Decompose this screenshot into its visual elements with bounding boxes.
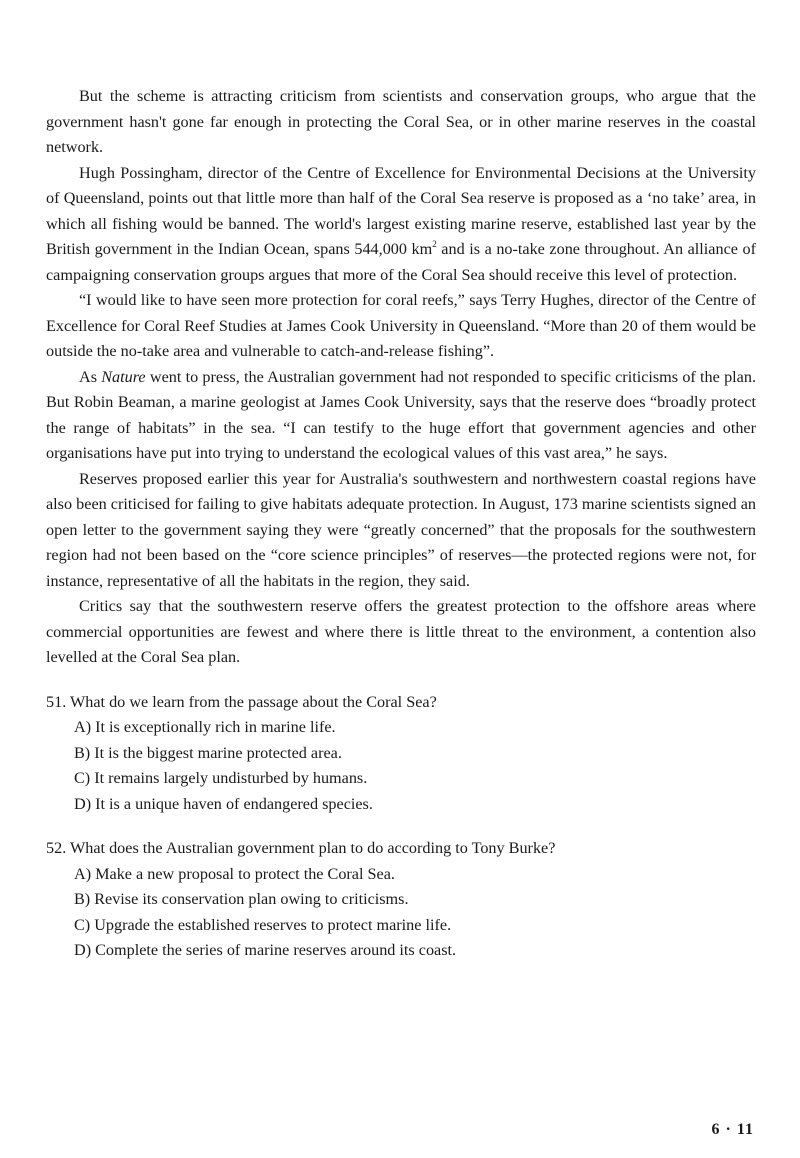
question-stem: 51. What do we learn from the passage about the Coral Sea? <box>46 692 437 711</box>
passage-paragraph-1: But the scheme is attracting criticism from scientists and conservation groups, who argue that the government hasn't gone far enough in protecting the Coral Sea, or in other marine reserves in the coastal network. <box>46 87 756 156</box>
passage-paragraph-4-prefix: As <box>79 367 102 386</box>
passage-paragraph-2 <box>46 161 756 289</box>
answer-option-d: D) Complete the series of marine reserves around its coast. <box>74 941 457 959</box>
question-52 <box>46 836 756 964</box>
passage-paragraph-3: “I would like to have seen more protection for coral reefs,” says Terry Hughes, director of the Centre of Excellence for Coral Reef Studies at James Cook University in Queensland. “More than 20 of them would be outside the no-take area and vulnerable to catch-and-release fishing”. <box>46 291 756 360</box>
superscript-two: 2 <box>432 239 437 249</box>
document-page <box>46 84 756 964</box>
passage-paragraph-4 <box>46 365 756 467</box>
passage-paragraph-2-text-a: Hugh Possingham, director of the Centre of Excellence for Environmental Decisions at the University of Queensland, points out that little more than half of the Coral Sea reserve is proposed as a ‘no take’ area, in which all fishing would be banned. The world's largest existing marine reserve, established last year by the British government in the Indian Ocean, spans 544,000 km <box>46 163 756 258</box>
passage-paragraph-5: Reserves proposed earlier this year for Australia's southwestern and northwestern coastal regions have also been criticised for failing to give habitats adequate protection. In August, 173 marine scientists signed an open letter to the government saying they were “greatly concerned” that the proposals for the southwestern region had not been based on the “core science principles” of reserves—the protected regions were not, for instance, representative of all the habitats in the region, they said. <box>46 469 756 590</box>
answer-option-d: D) It is a unique haven of endangered species. <box>74 794 373 813</box>
answer-option-a: A) It is exceptionally rich in marine life. <box>74 718 336 736</box>
passage-paragraph-6: Critics say that the southwestern reserve offers the greatest protection to the offshore areas where commercial opportunities are fewest and where there is little threat to the environment, a contention also levelled at the Coral Sea plan. <box>46 597 756 666</box>
answer-option-b: B) Revise its conservation plan owing to criticisms. <box>74 890 409 908</box>
passage-paragraph-4-text: went to press, the Australian government had not responded to specific criticisms of the plan. But Robin Beaman, a marine geologist at James Cook University, says that the reserve does “broadly protect the range of habitats” in the sea. “I can testify to the huge effort that government agencies and other organisations have put into trying to understand the ecological values of this vast area,” he says. <box>46 367 756 462</box>
answer-option-a: A) Make a new proposal to protect the Coral Sea. <box>74 864 395 883</box>
question-stem: 52. What does the Australian government plan to do according to Tony Burke? <box>46 839 556 857</box>
question-51 <box>46 690 756 818</box>
answer-option-c: C) Upgrade the established reserves to protect marine life. <box>74 915 452 934</box>
answer-option-c: C) It remains largely undisturbed by humans. <box>74 769 368 787</box>
answer-option-b: B) It is the biggest marine protected area. <box>74 743 342 762</box>
page-number: 6 · 11 <box>711 1121 754 1138</box>
passage-paragraph-2-text-b: and is a no-take zone throughout. An alliance of campaigning conservation groups argues that more of the Coral Sea should receive this level of protection. <box>46 240 756 284</box>
journal-title-nature: Nature <box>101 367 146 386</box>
